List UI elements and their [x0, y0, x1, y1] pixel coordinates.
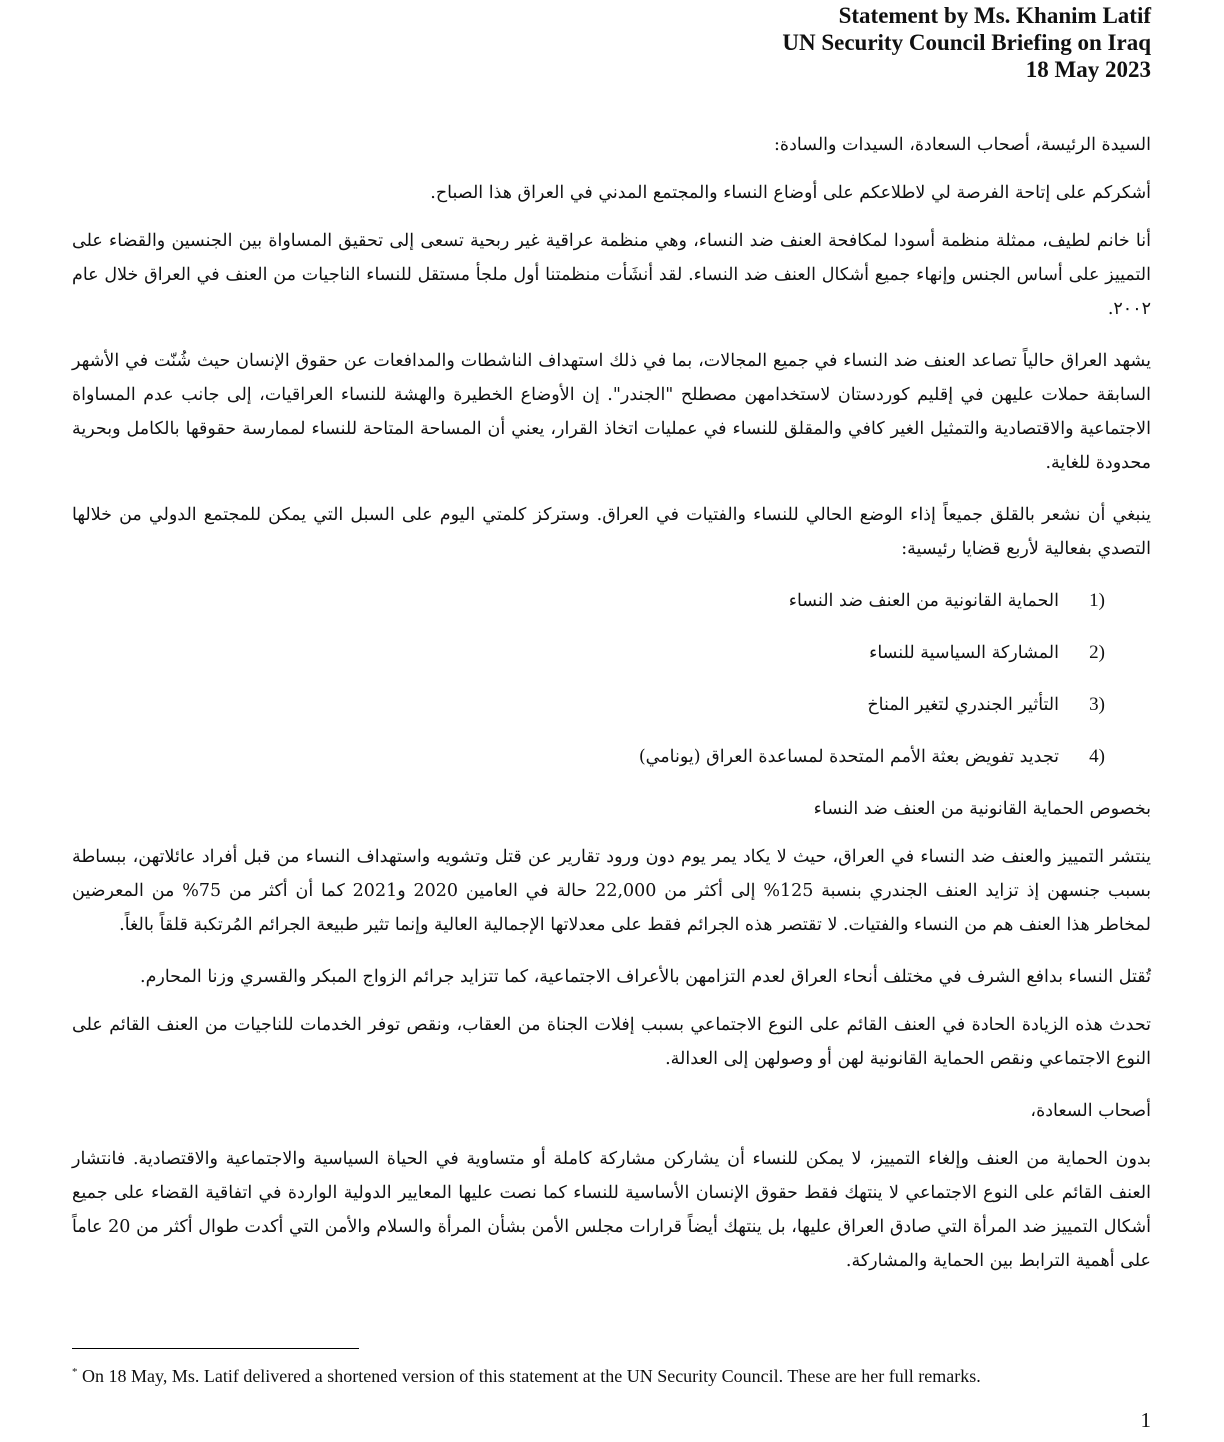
list-item: [72, 688, 1151, 722]
footnote-marker: *: [72, 1366, 78, 1378]
paragraph-focus: ينبغي أن نشعر بالقلق جميعاً إذاء الوضع الحالي للنساء والفتيات في العراق. وستركز كلمتي اليوم على السبل التي يمكن للمجتمع الدولي من خلالها التصدي بفعالية لأربع قضايا رئيسية:: [72, 505, 1151, 559]
paragraph-protection-participation: بدون الحماية من العنف وإلغاء التمييز، لا يمكن للنساء أن يشاركن مشاركة كاملة أو متساوية في الحياة السياسية والاجتماعية والاقتصادية. فانتشار العنف القائم على النوع الاجتماعي لا ينتهك فقط حقوق الإنسان الأساسية للنساء كما نصت عليها المعايير الدولية الواردة في اتفاقية القضاء على جميع أشكال التمييز ضد المرأة التي صادق العراق عليها، بل ينتهك أيضاً قرارات مجلس الأمن بشأن المرأة والسلام والأمن التي أكدت طوال أكثر من 20 عاماً على أهمية الترابط بين الحماية والمشاركة.: [72, 1149, 1152, 1271]
list-item: [72, 740, 1151, 774]
salutation: السيدة الرئيسة، أصحاب السعادة، السيدات والسادة:: [774, 135, 1151, 155]
excellencies-address: أصحاب السعادة،: [1030, 1101, 1151, 1121]
footnote: [72, 1360, 1172, 1388]
paragraph-impunity: تحدث هذه الزيادة الحادة في العنف القائم على النوع الاجتماعي بسبب إفلات الجناة من العقاب، ونقص توفر الخدمات للناجيات من العنف القائم على النوع الاجتماعي ونقص الحماية القانونية لهن أو وصولهن إلى العدالة.: [72, 1015, 1151, 1069]
paragraph-situation: يشهد العراق حالياً تصاعد العنف ضد النساء في جميع المجالات، بما في ذلك استهداف الناشطات والمدافعات عن حقوق الإنسان حيث شُنّت في الأشهر السابقة حملات عليهن في إقليم كوردستان لاستخدامهن مصطلح "الجندر". إن الأوضاع الخطيرة والهشة للنساء العراقيات، إلى جانب عدم المساواة الاجتماعية والاقتصادية والتمثيل الغير كافي والمقلق للنساء في عمليات اتخاذ القرار، يعني أن المساحة المتاحة للنساء لممارسة حقوقها بالكامل وبحرية محدودة للغاية.: [72, 351, 1151, 473]
issues-list: [72, 584, 1151, 774]
statement-body: [72, 128, 1151, 1296]
list-item-text: تجديد تفويض بعثة الأمم المتحدة لمساعدة العراق (يونامي): [638, 747, 1059, 767]
list-item-text: التأثير الجندري لتغير المناخ: [867, 695, 1059, 715]
list-item-number: 1): [1089, 590, 1105, 611]
header-speaker: Statement by Ms. Khanim Latif: [838, 3, 1151, 28]
paragraph-introduction: أنا خانم لطيف، ممثلة منظمة أسودا لمكافحة العنف ضد النساء، وهي منظمة عراقية غير ربحية تسعى إلى تحقيق المساواة بين الجنسين والقضاء على التمييز على أساس الجنس وإنهاء جميع أشكال العنف ضد النساء. لقد أنشَأت منظمتنا أول ملجأ مستقل للنساء الناجيات من العنف في العراق خلال عام ٢٠٠٢.: [72, 231, 1151, 319]
header-event: UN Security Council Briefing on Iraq: [782, 30, 1151, 55]
page-number: 1: [1140, 1408, 1151, 1432]
list-item-text: المشاركة السياسية للنساء: [869, 643, 1059, 663]
list-item-number: 2): [1089, 642, 1105, 663]
paragraph-thanks: أشكركم على إتاحة الفرصة لي لاطلاعكم على أوضاع النساء والمجتمع المدني في العراق هذا الصباح.: [430, 183, 1151, 203]
list-item-number: 4): [1089, 746, 1105, 767]
section-subheading: بخصوص الحماية القانونية من العنف ضد النساء: [813, 799, 1151, 819]
list-item: [72, 584, 1151, 618]
list-item: [72, 636, 1151, 670]
header-date: 18 May 2023: [1025, 57, 1151, 82]
list-item-number: 3): [1089, 694, 1105, 715]
statement-header: [782, 2, 1151, 83]
list-item-text: الحماية القانونية من العنف ضد النساء: [788, 591, 1059, 611]
footnote-divider: [72, 1348, 359, 1349]
paragraph-honor-crimes: تُقتل النساء بدافع الشرف في مختلف أنحاء العراق لعدم التزامهن بالأعراف الاجتماعية، كما تتزايد جرائم الزواج المبكر والقسري وزنا المحارم.: [140, 967, 1151, 987]
footnote-text: On 18 May, Ms. Latif delivered a shortened version of this statement at the UN Security Council. These are her full remarks.: [77, 1366, 981, 1386]
paragraph-violence-stats: ينتشر التمييز والعنف ضد النساء في العراق، حيث لا يكاد يمر يوم دون ورود تقارير عن قتل وتشويه واستهداف النساء من قبل أفراد عائلاتهن، ببساطة بسبب جنسهن إذ تزايد العنف الجندري بنسبة 125% إلى أكثر من 22,000 حالة في العامين 2020 و2021 كما أن أكثر من 75% من المعرضين لمخاطر هذا العنف هم من النساء والفتيات. لا تقتصر هذه الجرائم فقط على معدلاتها الإجمالية العالية وإنما تثير طبيعة الجرائم المُرتكبة قلقاً بالغاً.: [72, 847, 1151, 935]
